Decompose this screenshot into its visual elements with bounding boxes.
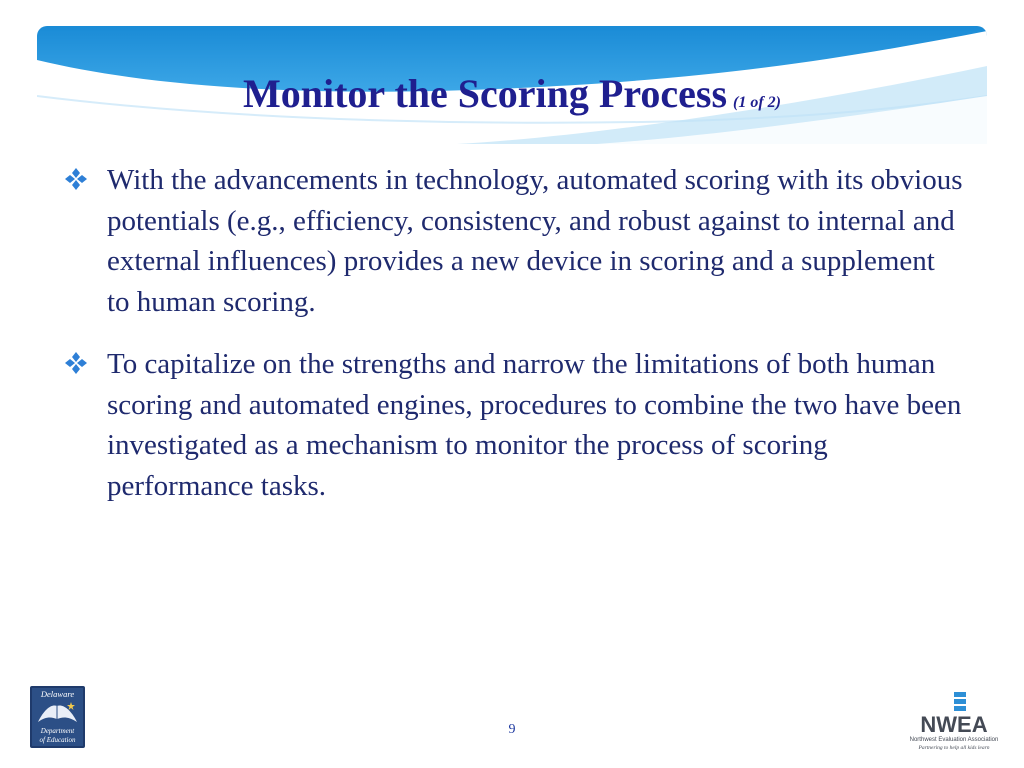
bullet-text: To capitalize on the strengths and narrow the limitations of both human scoring and automated engines, procedures to combine the two have been investigated as a mechanism to monitor the process of scoring performance tasks. [107,348,962,502]
svg-text:of Education: of Education [39,736,76,744]
bullet-list [64,160,964,528]
nwea-logo [898,692,1010,754]
slide-title-text: Monitor the Scoring Process [243,71,728,116]
svg-text:Partnering to help all kids le: Partnering to help all kids learn [918,745,990,751]
slide-title [0,70,1024,117]
delaware-department-of-education-logo [30,686,85,748]
bullet-item [64,160,964,322]
four-diamond-bullet-icon [64,167,88,191]
slide-number: 9 [508,722,516,737]
slide-title-suffix: (1 of 2) [733,94,781,111]
four-diamond-bullet-icon [64,351,88,375]
bullet-text: With the advancements in technology, automated scoring with its obvious potentials (e.g., efficiency, consistency, and robust against to internal and external influences) provides a new device in scoring and a supplement to human scoring. [107,164,963,318]
svg-text:Northwest Evaluation Associati: Northwest Evaluation Association [909,737,999,743]
svg-text:Department: Department [40,727,75,735]
bullet-item [64,344,964,506]
svg-text:Delaware: Delaware [40,689,75,699]
svg-text:NWEA: NWEA [920,712,988,737]
